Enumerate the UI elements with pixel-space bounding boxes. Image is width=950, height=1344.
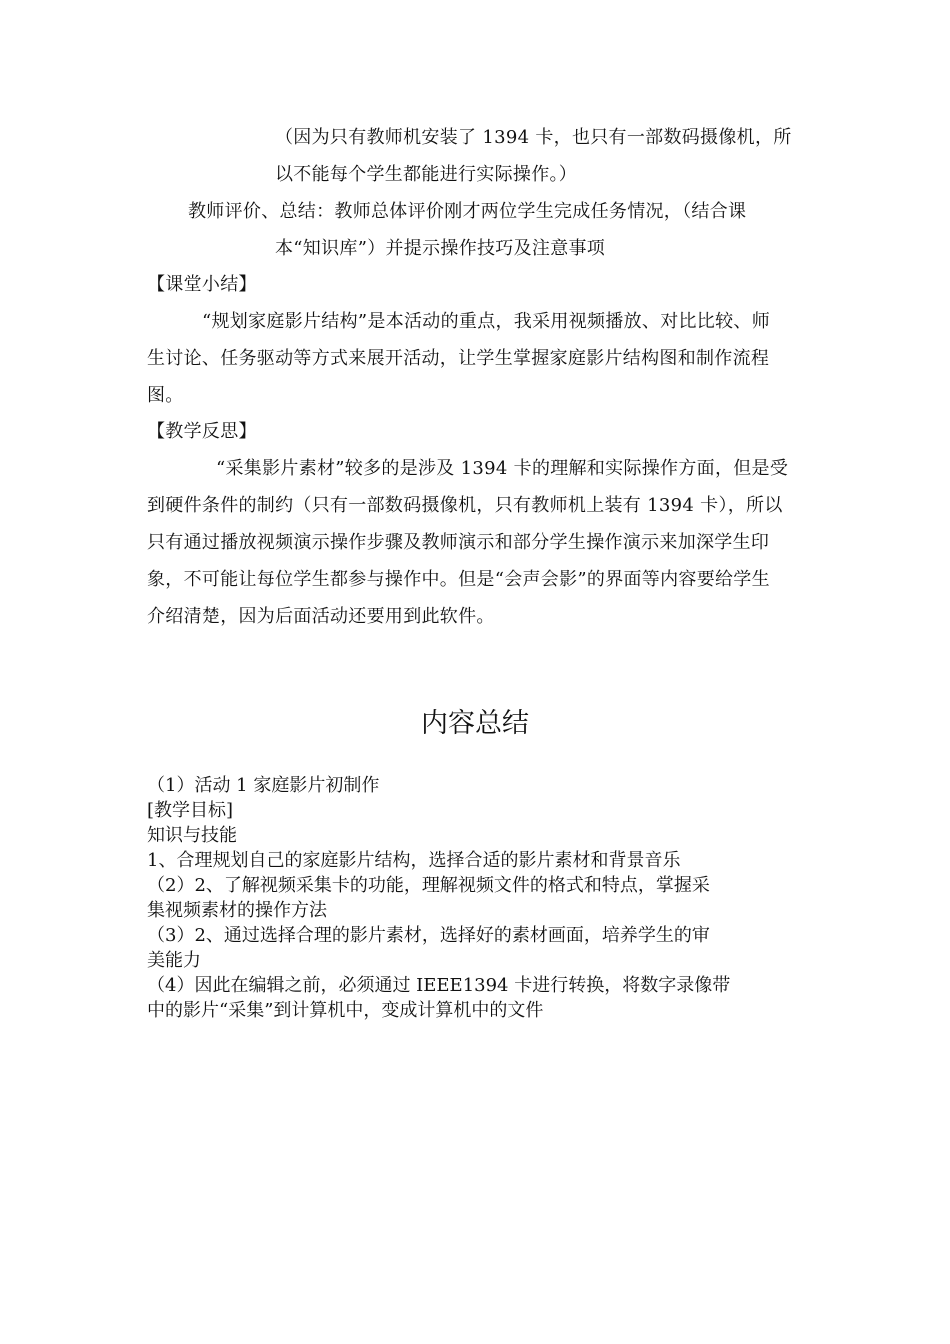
summary-line: 中的影片“采集”到计算机中，变成计算机中的文件 [147,1000,544,1021]
paragraph-line: 介绍清楚，因为后面活动还要用到此软件。 [147,606,495,627]
paragraph-line: （因为只有教师机安装了 1394 卡，也只有一部数码摄像机，所 [275,127,792,148]
paragraph-line: 以不能每个学生都能进行实际操作。） [275,164,578,185]
paragraph-line: 象，不可能让每位学生都参与操作中。但是“会声会影”的界面等内容要给学生 [147,569,770,590]
summary-line: （4）因此在编辑之前，必须通过 IEEE1394 卡进行转换，将数字录像带 [147,975,731,996]
paragraph-line: “规划家庭影片结构”是本活动的重点，我采用视频播放、对比比较、师 [202,311,771,332]
paragraph-line: 教师评价、总结：教师总体评价刚才两位学生完成任务情况，（结合课 [188,201,747,222]
summary-line: [教学目标] [147,800,234,821]
paragraph-line: 到硬件条件的制约（只有一部数码摄像机，只有教师机上装有 1394 卡），所以 [147,495,783,516]
summary-line: （3）2、通过选择合理的影片素材，选择好的素材画面，培养学生的审 [147,925,710,946]
paragraph-line: 生讨论、任务驱动等方式来展开活动，让学生掌握家庭影片结构图和制作流程 [147,348,770,369]
paragraph-line: 本“知识库”）并提示操作技巧及注意事项 [275,238,606,259]
section-title-teaching-reflection: 【教学反思】 [147,421,257,442]
summary-line: 1、合理规划自己的家庭影片结构，选择合适的影片素材和背景音乐 [147,850,681,871]
paragraph-line: “采集影片素材”较多的是涉及 1394 卡的理解和实际操作方面，但是受 [216,458,789,479]
summary-line: 美能力 [147,950,201,971]
section-title-class-summary: 【课堂小结】 [147,274,257,295]
summary-line: （1）活动 1 家庭影片初制作 [147,775,380,796]
summary-heading: 内容总结 [421,708,529,739]
summary-line: （2）2、了解视频采集卡的功能，理解视频文件的格式和特点，掌握采 [147,875,710,896]
paragraph-line: 只有通过播放视频演示操作步骤及教师演示和部分学生操作演示来加深学生印 [147,532,770,553]
paragraph-line: 图。 [147,385,184,406]
summary-line: 知识与技能 [147,825,237,846]
summary-line: 集视频素材的操作方法 [147,900,327,921]
